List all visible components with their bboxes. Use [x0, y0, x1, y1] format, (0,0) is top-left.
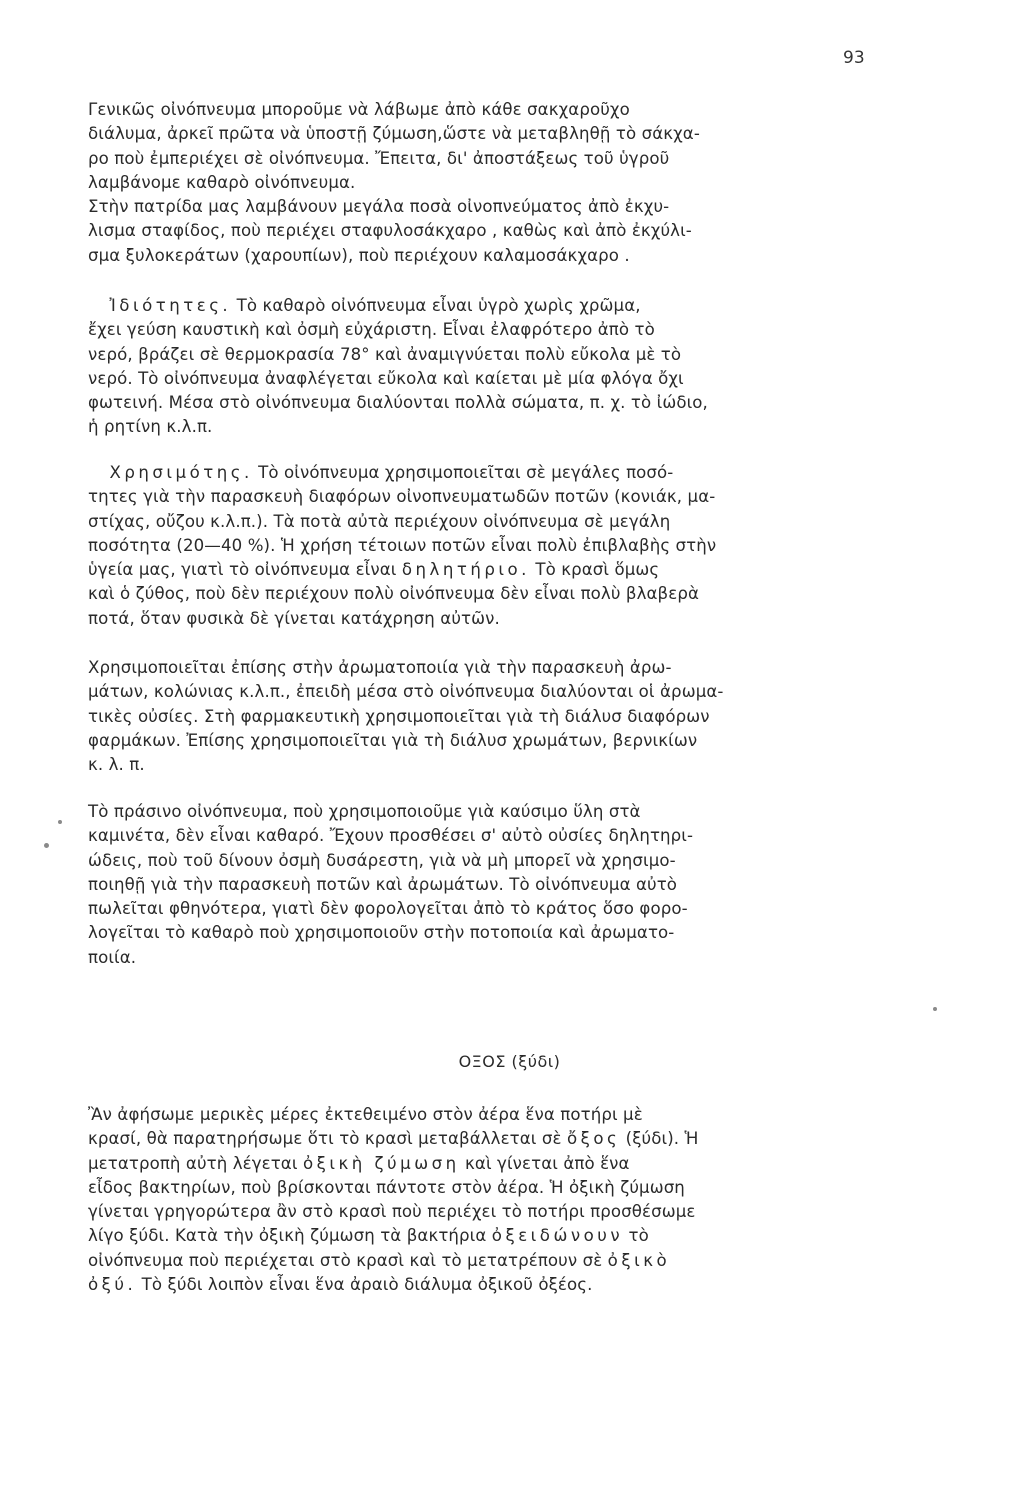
text-span: τὸ [623, 1226, 649, 1246]
paragraph-general-production [88, 98, 878, 268]
text-line: καὶ ὁ ζύθος, ποὺ δὲν περιέχουν πολὺ οἰνόπνευμα δὲν εἶναι πολὺ βλαβερὰ [88, 584, 699, 604]
text-line: διάλυμα, ἀρκεῖ πρῶτα νὰ ὑποστῇ ζύμωση,ὥστε νὰ μεταβληθῇ τὸ σάκχα- [88, 124, 700, 144]
text-line: Στὴν πατρίδα μας λαμβάνουν μεγάλα ποσὰ οἰνοπνεύματος ἀπὸ ἐκχυ- [88, 197, 670, 217]
oxidize-term: ὀξειδώνουν [491, 1226, 624, 1246]
text-line [88, 558, 878, 582]
paragraph-perfumery [88, 656, 878, 777]
text-line: κ. λ. π. [88, 755, 145, 775]
properties-term: Ἰδιότητες. [109, 296, 232, 315]
text-line: εἶδος βακτηρίων, ποὺ βρίσκονται πάντοτε στὸν ἀέρα. Ἡ ὀξικὴ ζύμωση [88, 1177, 685, 1197]
text-line: Χρησιμοποιεῖται ἐπίσης στὴν ἀρωματοποιία γιὰ τὴν παρασκευὴ ἀρω- [88, 658, 672, 677]
uses-term: Χρησιμότης. [109, 463, 253, 482]
text-line: φαρμάκων. Ἐπίσης χρησιμοποιεῖται γιὰ τὴ διάλυσ χρωμάτων, βερνικίων [88, 730, 698, 750]
paragraph-properties [88, 294, 878, 440]
text-span: ὑγεία μας, γιατὶ τὸ οἰνόπνευμα εἶναι [88, 560, 402, 580]
section-heading: ΟΞΟΣ (ξύδι) [458, 1052, 561, 1071]
text-span: λίγο ξύδι. Κατὰ τὴν ὀξικὴ ζύμωση τὰ βακτήρια [88, 1226, 492, 1246]
margin-speck [933, 1007, 937, 1011]
text-line [88, 1152, 878, 1176]
text-line: στίχας, οὔζου κ.λ.π.). Τὰ ποτὰ αὐτὰ περιέχουν οἰνόπνευμα σὲ μεγάλη [88, 511, 671, 531]
uses-text: Τὸ οἰνόπνευμα χρησιμοποιεῖται σὲ μεγάλες ποσό- [252, 463, 674, 482]
text-span: Τὸ ξύδι λοιπὸν εἶναι ἕνα ἀραιὸ διάλυμα ὀξικοῦ ὀξέος. [136, 1275, 593, 1295]
text-line: λογεῖται τὸ καθαρὸ ποὺ χρησιμοποιοῦν στὴν ποτοποιία καὶ ἀρωματο- [88, 923, 675, 943]
paragraph-uses [88, 461, 878, 631]
text-span: καὶ γίνεται ἀπὸ ἕνα [459, 1153, 630, 1173]
poison-term: δηλητήριο. [401, 560, 530, 580]
acid-term: ὀξύ. [88, 1275, 137, 1295]
acetic-fermentation-term: ὀξικὴ ζύμωση [302, 1153, 460, 1173]
text-line: Ἂν ἀφήσωμε μερικὲς μέρες ἐκτεθειμένο στὸν ἀέρα ἕνα ποτήρι μὲ [88, 1105, 643, 1124]
text-line: τικὲς οὐσίες. Στὴ φαρμακευτικὴ χρησιμοποιεῖται γιὰ τὴ διάλυσ διαφόρων [88, 706, 710, 726]
page-number: 93 [843, 48, 865, 68]
text-span: (ξύδι). Ἡ [620, 1129, 699, 1149]
text-line: σμα ξυλοκεράτων (χαρουπίων), ποὺ περιέχουν καλαμοσάκχαρο . [88, 245, 630, 265]
acetic-term: ὀξικὸ [607, 1250, 671, 1270]
text-span: Τὸ κρασὶ ὅμως [529, 560, 660, 580]
text-line: ποτά, ὅταν φυσικὰ δὲ γίνεται κατάχρηση αὐτῶν. [88, 608, 500, 628]
paragraph-green-alcohol [88, 800, 878, 970]
text-line: γίνεται γρηγορώτερα ἂν στὸ κρασὶ ποὺ περιέχει τὸ ποτήρι προσθέσωμε [88, 1202, 696, 1222]
text-line [88, 1127, 878, 1151]
text-line: τητες γιὰ τὴν παρασκευὴ διαφόρων οἰνοπνευματωδῶν ποτῶν (κονιάκ, μα- [88, 487, 716, 507]
text-line: καμινέτα, δὲν εἶναι καθαρό. Ἔχουν προσθέσει σ' αὐτὸ οὐσίες δηλητηρι- [88, 826, 694, 846]
margin-speck [58, 820, 62, 824]
text-line: Τὸ πράσινο οἰνόπνευμα, ποὺ χρησιμοποιοῦμε γιὰ καύσιμο ὕλη στὰ [88, 802, 641, 821]
text-line [88, 1249, 878, 1273]
text-span: κρασί, θὰ παρατηρήσωμε ὅτι τὸ κρασὶ μεταβάλλεται σὲ [88, 1129, 567, 1149]
vinegar-term: ὄξος [566, 1129, 621, 1149]
text-line: ποιηθῇ γιὰ τὴν παρασκευὴ ποτῶν καὶ ἀρωμάτων. Τὸ οἰνόπνευμα αὐτὸ [88, 874, 678, 894]
margin-speck [44, 843, 49, 848]
text-line: ἡ ρητίνη κ.λ.π. [88, 417, 213, 437]
text-line [88, 461, 878, 485]
text-line: ποιία. [88, 947, 137, 967]
text-line: λισμα σταφίδος, ποὺ περιέχει σταφυλοσάκχαρο , καθὼς καὶ ἀπὸ ἐκχύλι- [88, 221, 692, 241]
text-span: μετατροπὴ αὐτὴ λέγεται [88, 1153, 303, 1173]
text-line: φωτεινή. Μέσα στὸ οἰνόπνευμα διαλύονται πολλὰ σώματα, π. χ. τὸ ἰώδιο, [88, 393, 708, 413]
text-line: νερό. Τὸ οἰνόπνευμα ἀναφλέγεται εὔκολα καὶ καίεται μὲ μία φλόγα ὄχι [88, 368, 684, 388]
text-line: ποσότητα (20—40 %). Ἡ χρήση τέτοιων ποτῶν εἶναι πολὺ ἐπιβλαβὴς στὴν [88, 535, 717, 555]
text-line: μάτων, κολώνιας κ.λ.π., ἐπειδὴ μέσα στὸ οἰνόπνευμα διαλύονται οἱ ἀρωμα- [88, 682, 724, 702]
text-span: οἰνόπνευμα ποὺ περιέχεται στὸ κρασὶ καὶ τὸ μετατρέπουν σὲ [88, 1250, 608, 1270]
text-line: λαμβάνομε καθαρὸ οἰνόπνευμα. [88, 172, 356, 192]
text-line: ρο ποὺ ἐμπεριέχει σὲ οἰνόπνευμα. Ἔπειτα, δι' ἀποστάξεως τοῦ ὑγροῦ [88, 148, 670, 168]
text-line [88, 1224, 878, 1248]
text-line: ἔχει γεύση καυστικὴ καὶ ὀσμὴ εὐχάριστη. Εἶναι ἐλαφρότερο ἀπὸ τὸ [88, 320, 655, 340]
text-line: ώδεις, ποὺ τοῦ δίνουν ὀσμὴ δυσάρεστη, γιὰ νὰ μὴ μπορεῖ νὰ χρησιμο- [88, 850, 676, 870]
text-line [88, 1273, 878, 1297]
text-line: Γενικῶς οἰνόπνευμα μποροῦμε νὰ λάβωμε ἀπὸ κάθε σακχαροῦχο [88, 100, 630, 119]
text-line: νερό, βράζει σὲ θερμοκρασία 78° καὶ ἀναμιγνύεται πολὺ εὔκολα μὲ τὸ [88, 344, 682, 364]
text-line: πωλεῖται φθηνότερα, γιατὶ δὲν φορολογεῖται ἀπὸ τὸ κράτος ὅσο φορο- [88, 899, 688, 919]
text-line [88, 294, 878, 318]
paragraph-vinegar [88, 1103, 878, 1297]
properties-text: Τὸ καθαρὸ οἰνόπνευμα εἶναι ὑγρὸ χωρὶς χρῶμα, [231, 296, 641, 315]
